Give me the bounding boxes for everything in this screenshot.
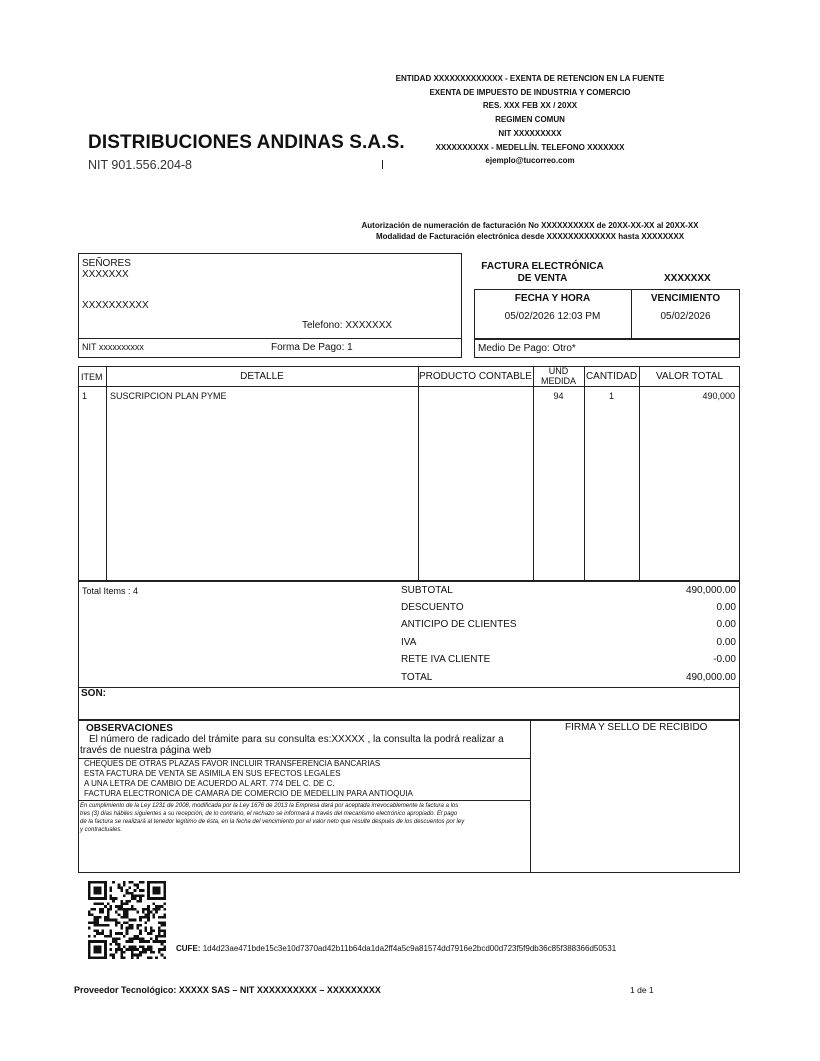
client-nit: NIT xxxxxxxxxx xyxy=(82,342,144,352)
signature-label: FIRMA Y SELLO DE RECIBIDO xyxy=(565,722,708,733)
client-id: XXXXXXXXXX xyxy=(82,300,149,311)
issuer-info xyxy=(370,72,690,168)
legal-text xyxy=(80,802,464,834)
issuer-line: ENTIDAD XXXXXXXXXXXXX - EXENTA DE RETENCION EN LA FUENTE xyxy=(395,74,665,83)
row-unit: 94 xyxy=(553,391,564,401)
advance-label: ANTICIPO DE CLIENTES xyxy=(401,619,517,630)
iva-value: 0.00 xyxy=(716,637,736,648)
company-nit: NIT 901.556.204-8 xyxy=(88,158,193,172)
cufe xyxy=(176,944,616,953)
legal-line: tres (3) días hábiles siguientes a su recepción, de lo contrario, el rechazo se informará a través del mecanismo electrónico apropiado. El pago xyxy=(80,811,458,817)
observations-text: El número de radicado del trámite para su consulta es:XXXXX , la consulta la podrá realizar a xyxy=(89,734,504,745)
invoice-number: XXXXXXX xyxy=(664,273,711,284)
observations-title: OBSERVACIONES xyxy=(86,723,173,734)
date-value: 05/02/2026 12:03 PM xyxy=(504,311,601,322)
col-header-unit xyxy=(533,366,584,386)
subtotal-label: SUBTOTAL xyxy=(401,585,453,596)
observations-text: través de nuestra página web xyxy=(80,745,212,756)
note-line: A UNA LETRA DE CAMBIO DE ACUERDO AL ART. 774 DEL C. DE C. xyxy=(84,779,335,788)
date-label: FECHA Y HORA xyxy=(514,293,591,304)
divider xyxy=(418,366,419,581)
col-header-account: PRODUCTO CONTABLE xyxy=(419,371,532,382)
divider xyxy=(530,720,531,873)
note-line: FACTURA ELECTRONICA DE CAMARA DE COMERCIO DE MEDELLIN PARA ANTIOQUIA xyxy=(84,789,413,798)
col-header-item: ITEM xyxy=(81,372,103,382)
row-qty: 1 xyxy=(608,391,614,401)
col-header-detail: DETALLE xyxy=(240,371,284,382)
client-name: XXXXXXX xyxy=(82,269,129,280)
divider xyxy=(78,800,530,801)
payment-form: Forma De Pago: 1 xyxy=(271,342,353,353)
son-label: SON: xyxy=(81,688,106,699)
issuer-line: RES. XXX FEB XX / 20XX xyxy=(482,101,578,111)
payment-notes xyxy=(84,759,413,799)
items-count: Total Items : 4 xyxy=(82,586,139,596)
legal-line: de la factura se realizará al tenedor legítimo de ésta, en la fecha del vencimiento por el valor neto que resulte después de los descuentos por ley xyxy=(80,819,465,825)
page-number: 1 de 1 xyxy=(630,985,654,995)
divider xyxy=(106,366,107,581)
cufe-value: 1d4d23ae471bde15c3e10d7370ad42b11b64da1da2ff4a5c9a81574dd7916e2bcd00d723f5f9db36c85f388366d50531 xyxy=(202,944,617,953)
qr-code-icon xyxy=(88,881,166,959)
subtotal-value: 490,000.00 xyxy=(685,585,736,596)
authorization-line: Autorización de numeración de facturación No XXXXXXXXXX de 20XX-XX-XX al 20XX-XX xyxy=(361,221,699,230)
note-line: ESTA FACTURA DE VENTA SE ASIMILA EN SUS EFECTOS LEGALES xyxy=(84,769,341,778)
company-name: DISTRIBUCIONES ANDINAS S.A.S. xyxy=(88,132,405,153)
col-header-qty: CANTIDAD xyxy=(585,371,638,382)
son-box xyxy=(78,687,740,720)
due-label: VENCIMIENTO xyxy=(650,293,721,304)
advance-value: 0.00 xyxy=(716,619,736,630)
iva-label: IVA xyxy=(401,637,417,648)
client-phone: Telefono: XXXXXXX xyxy=(302,320,393,331)
invoice-title-line: FACTURA ELECTRÓNICA xyxy=(481,261,604,272)
footer-provider: Proveedor Tecnológico: XXXXX SAS – NIT XXXXXXXXXX – XXXXXXXXX xyxy=(74,985,381,995)
divider xyxy=(78,386,740,387)
issuer-line: EXENTA DE IMPUESTO DE INDUSTRIA Y COMERCIO xyxy=(429,87,631,97)
total-value: 490,000.00 xyxy=(685,672,736,683)
col-header-unit-line: MEDIDA xyxy=(540,376,576,386)
cufe-label: CUFE: xyxy=(176,944,201,953)
discount-value: 0.00 xyxy=(716,602,736,613)
payment-method: Medio De Pago: Otro* xyxy=(478,343,576,354)
divider xyxy=(78,338,462,339)
discount-label: DESCUENTO xyxy=(401,602,464,613)
issuer-line: REGIMEN COMUN xyxy=(495,115,565,125)
row-detail: SUSCRIPCION PLAN PYME xyxy=(110,391,227,401)
client-label: SEÑORES xyxy=(82,258,131,269)
legal-line: En cumplimiento de la Ley 1231 de 2008, modificada por la Ley 1676 de 2013 la Empresa dará por aceptada irrevocablemente la factura a los xyxy=(80,803,459,809)
due-value: 05/02/2026 xyxy=(660,311,711,322)
authorization-line: Modalidad de Facturación electrónica desde XXXXXXXXXXXXX hasta XXXXXXXX xyxy=(375,232,685,241)
rete-iva-label: RETE IVA CLIENTE xyxy=(401,654,491,665)
issuer-line: XXXXXXXXXX - MEDELLÍN. TELEFONO XXXXXXX xyxy=(435,142,625,152)
total-label: TOTAL xyxy=(401,672,433,683)
row-total: 490,000 xyxy=(702,391,735,401)
invoice-title xyxy=(470,261,615,285)
issuer-line: NIT XXXXXXXXX xyxy=(498,128,562,138)
rete-iva-value: -0.00 xyxy=(713,654,736,665)
row-item: 1 xyxy=(82,391,88,401)
issuer-email: ejemplo@tucorreo.com xyxy=(485,156,575,166)
authorization-info xyxy=(300,220,760,242)
invoice-title-line: DE VENTA xyxy=(517,273,568,284)
col-header-total: VALOR TOTAL xyxy=(655,371,724,382)
col-header-unit-line: UND xyxy=(548,366,569,376)
note-line: CHEQUES DE OTRAS PLAZAS FAVOR INCLUIR TRANSFERENCIA BANCARIAS xyxy=(84,759,381,768)
legal-line: y contractuales. xyxy=(80,827,123,833)
